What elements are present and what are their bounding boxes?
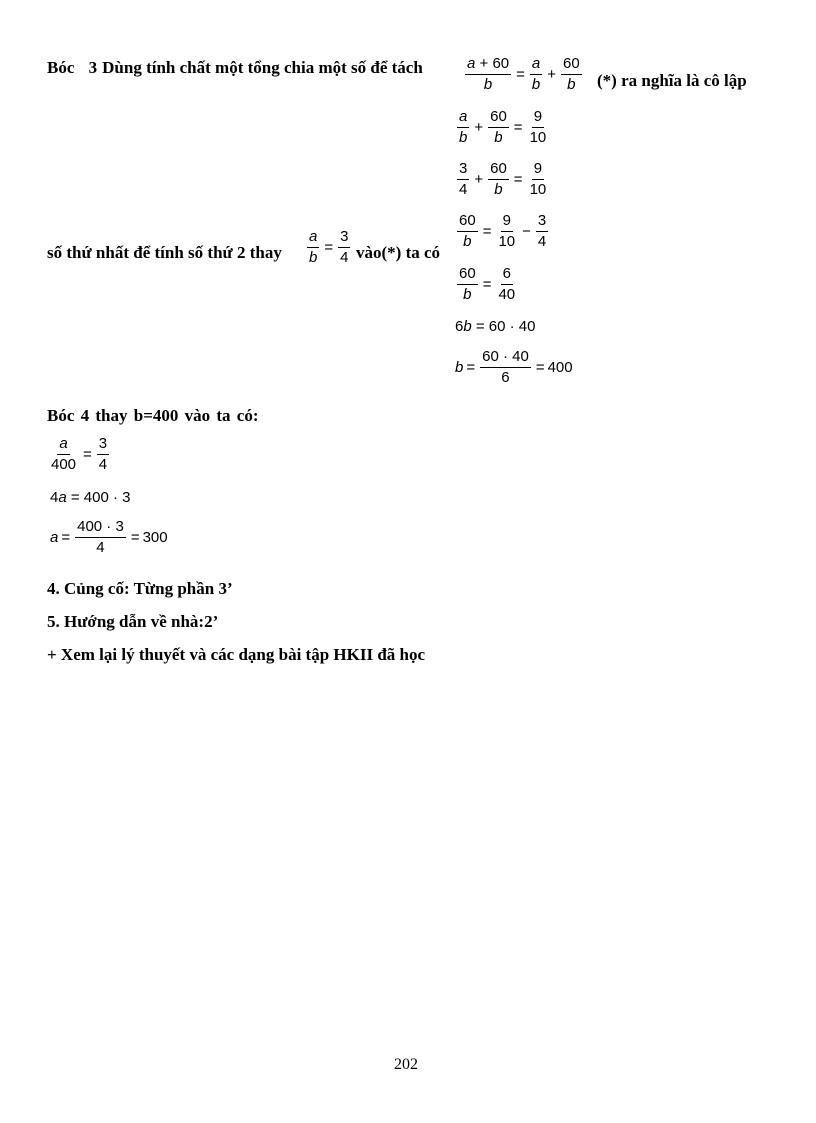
step3-text1: Dùng tính chất một tổng chia một số để tách — [102, 58, 423, 77]
section-consolidation: 4. Củng cố: Từng phần 3’ — [47, 579, 233, 598]
step4-text: Bóc 4 thay b=400 vào ta có: — [47, 406, 259, 425]
step4-equation-1: $\frac{a}{400}$ = $\frac{3}{4}$ — [51, 435, 108, 473]
equation-3: $\frac{60}{b}$ = $\frac{9}{10}$ − $\frac{3}{4}$ — [459, 212, 547, 250]
step3-label: Bóc 3 — [47, 58, 98, 77]
equation-4: $\frac{60}{b}$ = $\frac{6}{40}$ — [459, 265, 516, 303]
page-number: 202 — [394, 1056, 418, 1073]
equation-5: 6b = 60 · 40 — [455, 318, 536, 335]
section-homework-guide: 5. Hướng dẫn về nhà:2’ — [47, 612, 219, 631]
equation-2: $\frac{3}{4}$ + $\frac{60}{b}$ = $\frac{9}{10}$ — [459, 160, 547, 198]
step3-text3: số thứ nhất để tính số thứ 2 thay — [47, 243, 282, 262]
equation-6: b = $\frac{60 \cdot 40}{6}$ = 400 — [455, 348, 573, 386]
equation-1: $\frac{a}{b}$ + $\frac{60}{b}$ = $\frac{9}{10}$ — [459, 108, 547, 146]
step3-line1 — [47, 58, 423, 78]
substitution-fraction: $\frac{a}{b}$ = $\frac{3}{4}$ — [309, 228, 349, 266]
step3-text4: vào(*) ta có — [356, 243, 441, 262]
step4-equation-2: 4a = 400 · 3 — [50, 489, 131, 506]
step3-text2: (*) ra nghĩa là cô lập — [597, 71, 747, 90]
split-formula: $\frac{a + 60}{b}$ = $\frac{a}{b}$ + $\frac{60}{b}$ — [467, 55, 580, 93]
step4-equation-3: a = $\frac{400 \cdot 3}{4}$ = 300 — [50, 518, 168, 556]
homework-item: + Xem lại lý thuyết và các dạng bài tập HKII đã học — [47, 645, 426, 664]
